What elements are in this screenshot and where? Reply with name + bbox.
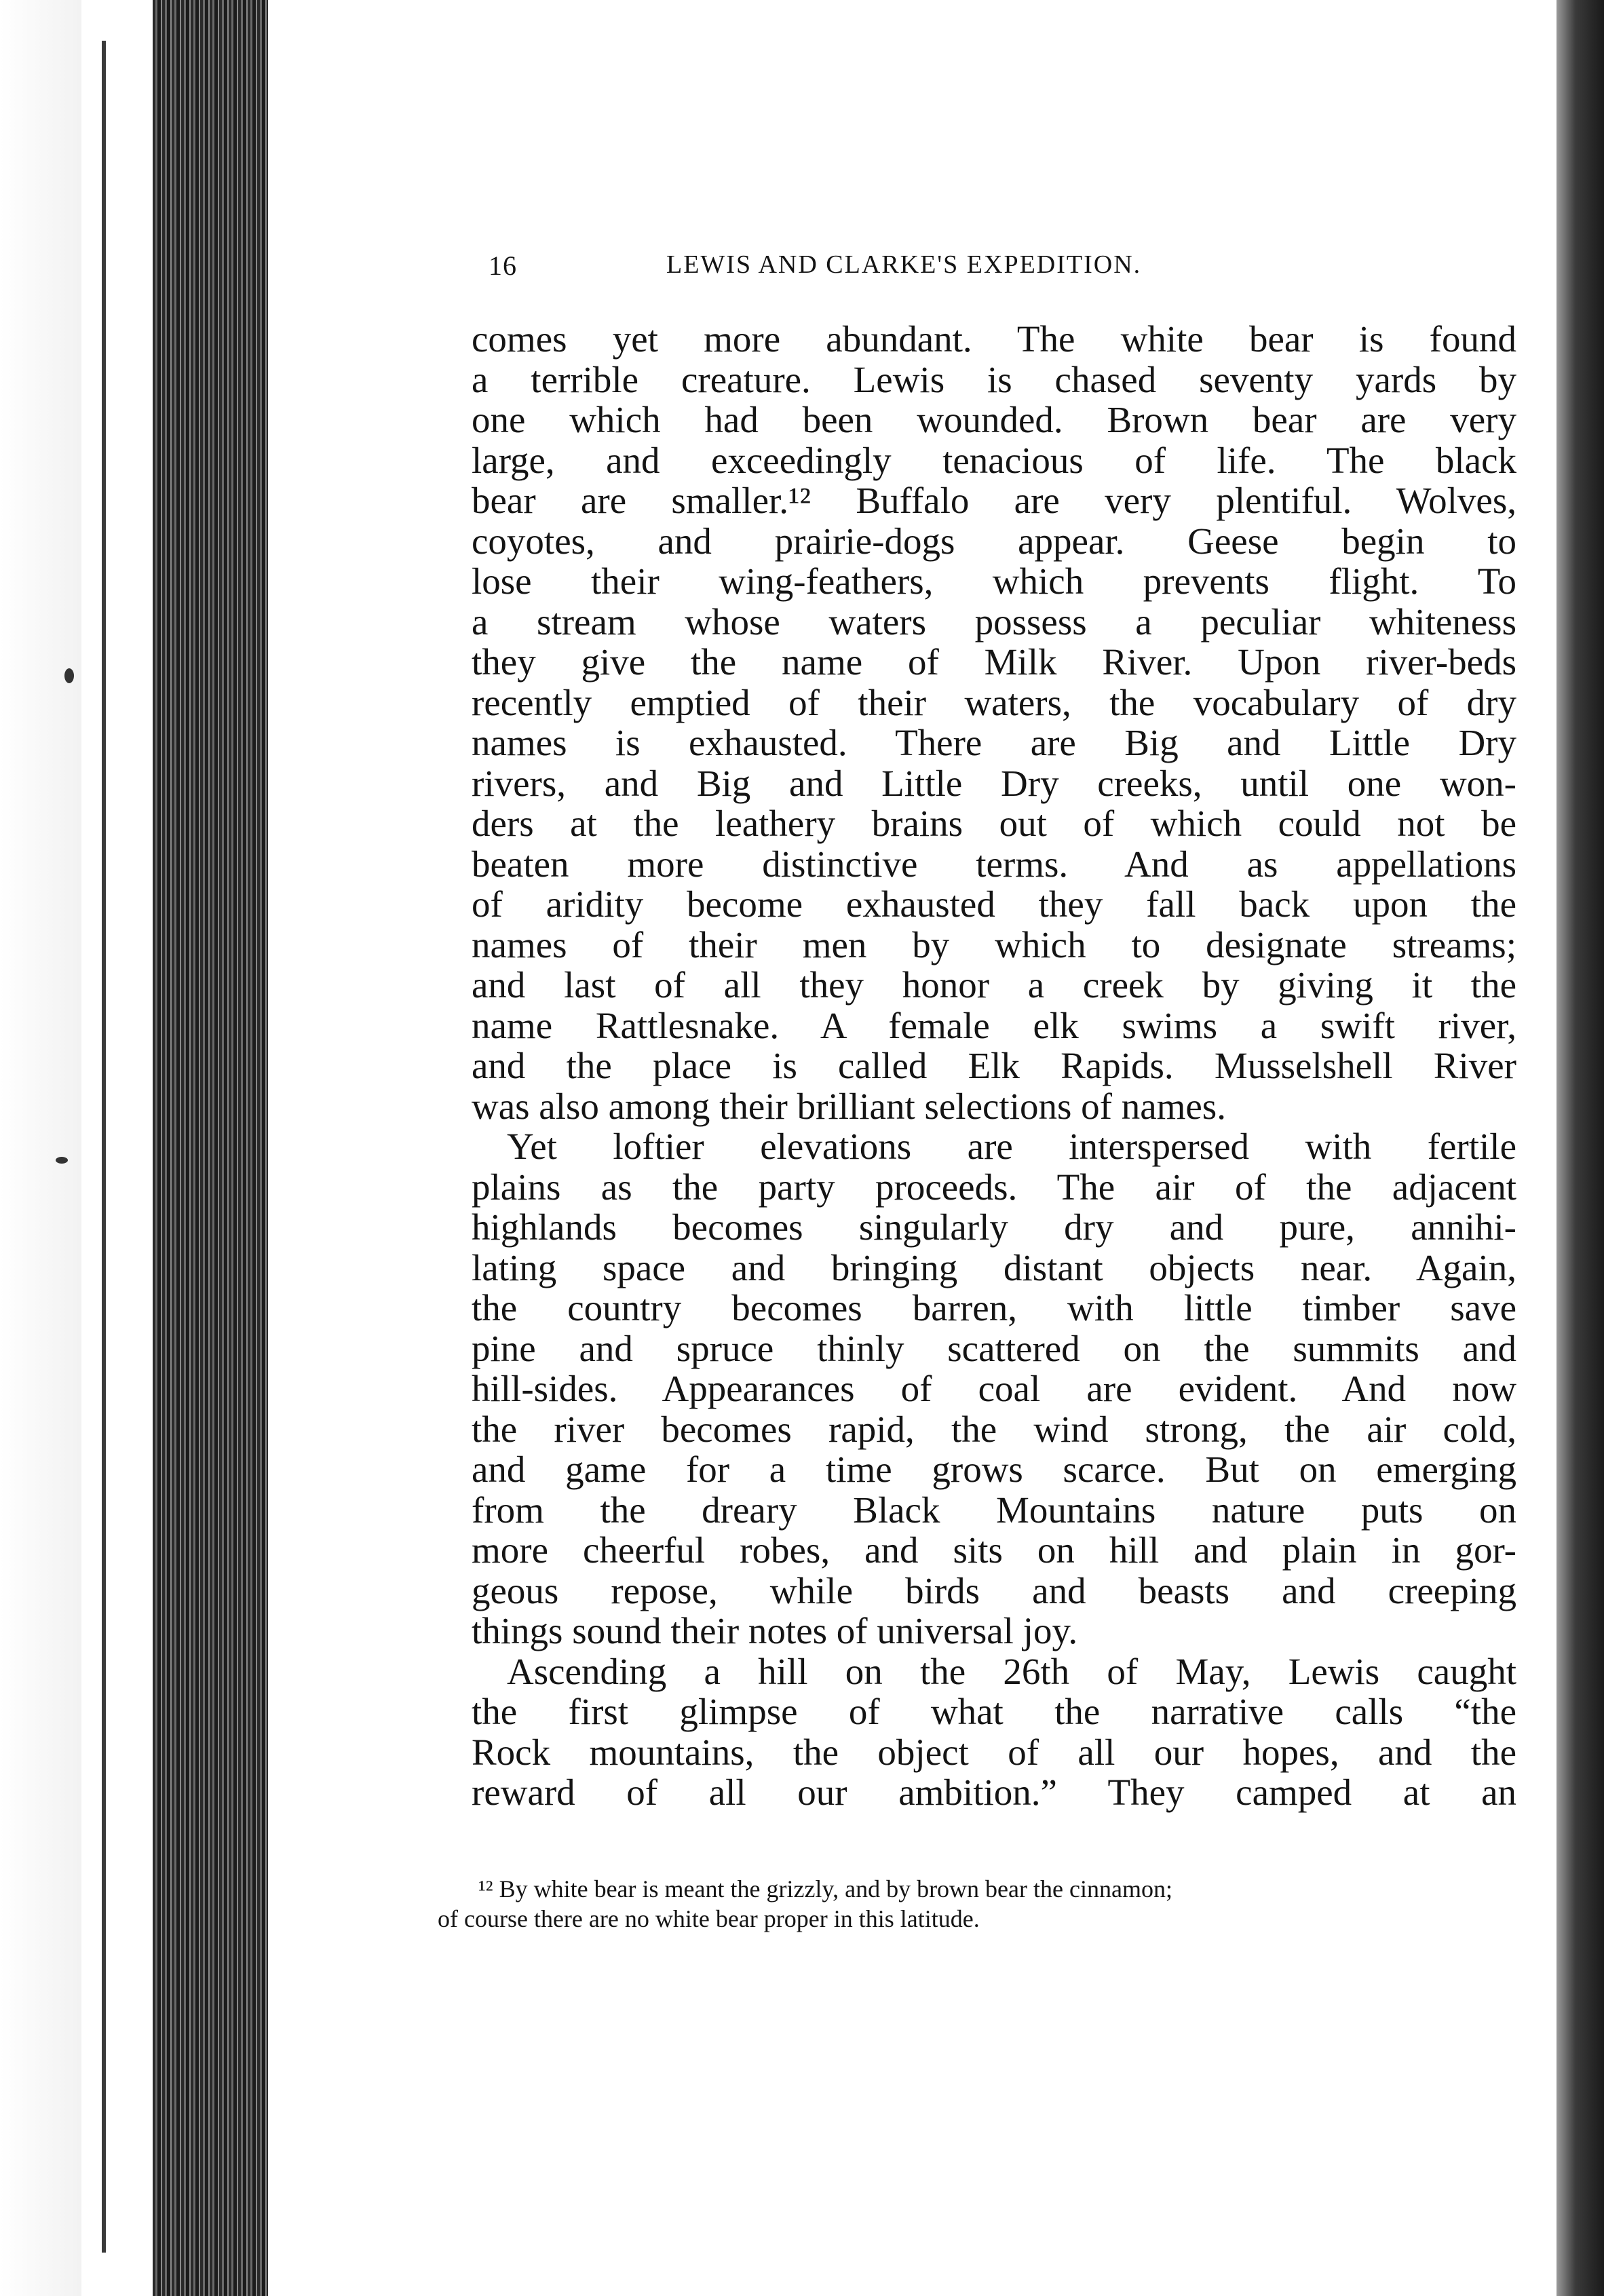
text-line: highlands becomes singularly dry and pure, annihi- [472,1206,1516,1248]
text-line: a stream whose waters possess a peculiar whiteness [472,600,1516,643]
text-line: one which had been wounded. Brown bear are very [472,399,1516,440]
text-line: they give the name of Milk River. Upon river-beds [472,641,1516,683]
text-line: Yet loftier elevations are interspersed with fertile [507,1126,1516,1167]
text-line: names of their men by which to designate streams; [472,923,1516,965]
text-line: was also among their brilliant selections of names. [472,1085,1226,1127]
book-page [268,0,1557,2296]
text-line: of aridity become exhausted they fall back upon the [472,883,1516,925]
footnote-line: of course there are no white bear proper in this latitude. [438,1905,980,1932]
text-line: reward of all our ambition.” They camped at an [472,1772,1516,1813]
text-line: Ascending a hill on the 26th of May, Lewis caught [507,1650,1516,1692]
text-line: things sound their notes of universal joy. [472,1610,1078,1651]
left-margin [0,0,81,2296]
footnote [438,1874,1516,1934]
text-line: the country becomes barren, with little timber save [472,1287,1516,1328]
text-line: geous repose, while birds and beasts and creeping [472,1569,1516,1611]
running-head [489,250,1500,290]
text-line: from the dreary Black Mountains nature puts on [472,1489,1516,1531]
scan-speck [56,1157,68,1164]
text-line: hill-sides. Appearances of coal are evident. And now [472,1368,1516,1409]
page-edge-line [102,41,106,2253]
text-line: name Rattlesnake. A female elk swims a swift river, [472,1004,1516,1046]
text-line: comes yet more abundant. The white bear is found [472,318,1516,360]
text-line: the river becomes rapid, the wind strong, the air cold, [472,1408,1516,1450]
text-line: pine and spruce thinly scattered on the summits and [472,1327,1516,1369]
text-line: plains as the party proceeds. The air of the adjacent [472,1166,1516,1208]
text-line: Rock mountains, the object of all our hopes, and the [472,1731,1516,1773]
text-line: ders at the leathery brains out of which could not be [472,803,1516,844]
text-line: names is exhausted. There are Big and Little Dry [472,722,1516,763]
text-line: lose their wing-feathers, which prevents flight. To [472,560,1516,602]
text-line: more cheerful robes, and sits on hill and plain in gor- [472,1529,1516,1571]
book-page-edges [153,0,268,2296]
running-title: LEWIS AND CLARKE'S EXPEDITION. [666,250,1142,279]
text-line: coyotes, and prairie-dogs appear. Geese begin to [472,520,1516,562]
text-line: lating space and bringing distant objects near. Again, [472,1246,1516,1288]
body-text [472,319,1516,1813]
right-page-edge [1557,0,1604,2296]
text-line: the first glimpse of what the narrative calls “the [472,1691,1516,1732]
page-number: 16 [489,250,517,281]
text-line: and game for a time grows scarce. But on emerging [472,1449,1516,1490]
scan-speck [64,668,74,683]
text-line: rivers, and Big and Little Dry creeks, until one won- [472,762,1516,804]
text-line: recently emptied of their waters, the vocabulary of dry [472,681,1516,723]
text-line: a terrible creature. Lewis is chased seventy yards by [472,358,1516,400]
text-line: and the place is called Elk Rapids. Musselshell River [472,1045,1516,1086]
text-line: bear are smaller.¹² Buffalo are very plentiful. Wolves, [472,480,1516,521]
footnote-line: ¹² By white bear is meant the grizzly, and by brown bear the cinnamon; [478,1875,1172,1902]
text-line: large, and exceedingly tenacious of life. The black [472,439,1516,481]
text-line: and last of all they honor a creek by giving it the [472,964,1516,1006]
text-line: beaten more distinctive terms. And as appellations [472,843,1516,885]
